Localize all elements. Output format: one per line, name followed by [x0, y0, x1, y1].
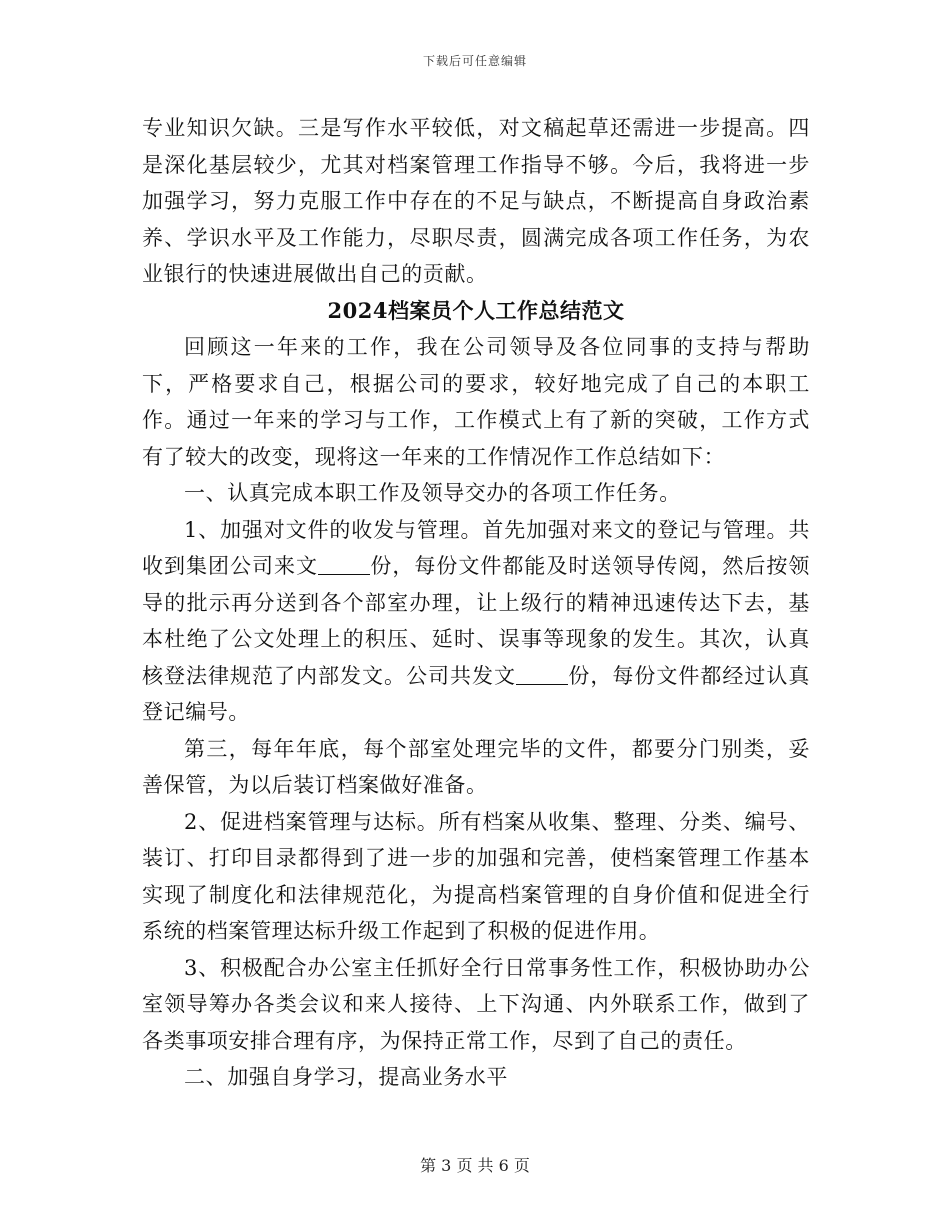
- page-footer-number: 第 3 页 共 6 页: [420, 1156, 530, 1175]
- section-heading-1: 一、认真完成本职工作及领导交办的各项工作任务。: [184, 481, 681, 505]
- fill-blank-issued-count: [516, 668, 568, 685]
- paragraph-item-1-part-b: 份，每份文件都能及时送领导传阅，然后按领导的批示再分送到各个部室办理，让上级行的精神迅速传达下去，基本杜绝了公文处理上的积压、延时、误事等现象的发生。其次，认真核登法律规范了内部发文。公司共发文: [142, 554, 810, 688]
- paragraph-item-1-part-a: 1、加强对文件的收发与管理。首先加强对来文的登记与管理。共收到集团公司来文: [142, 517, 810, 578]
- paragraph-third: 第三，每年年底，每个部室处理完毕的文件，都要分门别类，妥善保管，为以后装订档案做好准备。: [142, 736, 810, 797]
- section-heading-2: 二、加强自身学习，提高业务水平: [184, 1065, 508, 1089]
- paragraph-item-2: 2、促进档案管理与达标。所有档案从收集、整理、分类、编号、装订、打印目录都得到了进一步的加强和完善，使档案管理工作基本实现了制度化和法律规范化，为提高档案管理的自身价值和促进全行系统的档案管理达标升级工作起到了积极的促进作用。: [142, 809, 810, 943]
- paragraph-continued: 专业知识欠缺。三是写作水平较低，对文稿起草还需进一步提高。四是深化基层较少，尤其对档案管理工作指导不够。今后，我将进一步加强学习，努力克服工作中存在的不足与缺点，不断提高自身政治素养、学识水平及工作能力，尽职尽责，圆满完成各项工作任务，为农业银行的快速进展做出自己的贡献。: [142, 116, 810, 286]
- paragraph-item-1: [142, 512, 810, 731]
- paragraph-item-3: 3、积极配合办公室主任抓好全行日常事务性工作，积极协助办公室领导筹办各类会议和来人接待、上下沟通、内外联系工作，做到了各类事项安排合理有序，为保持正常工作，尽到了自己的责任。: [142, 955, 810, 1053]
- paragraph-item-1-part-c: 份，每份文件都经过认真登记编号。: [142, 663, 810, 724]
- paragraph-intro: 回顾这一年来的工作，我在公司领导及各位同事的支持与帮助下，严格要求自己，根据公司的要求，较好地完成了自己的本职工作。通过一年来的学习与工作，工作模式上有了新的突破，工作方式有了较大的改变，现将这一年来的工作情况作工作总结如下：: [142, 335, 810, 469]
- document-title: 2024档案员个人工作总结范文: [327, 297, 625, 323]
- fill-blank-received-count: [318, 558, 370, 575]
- document-body: [142, 110, 810, 1096]
- page-header-note: 下载后可任意编辑: [422, 54, 527, 68]
